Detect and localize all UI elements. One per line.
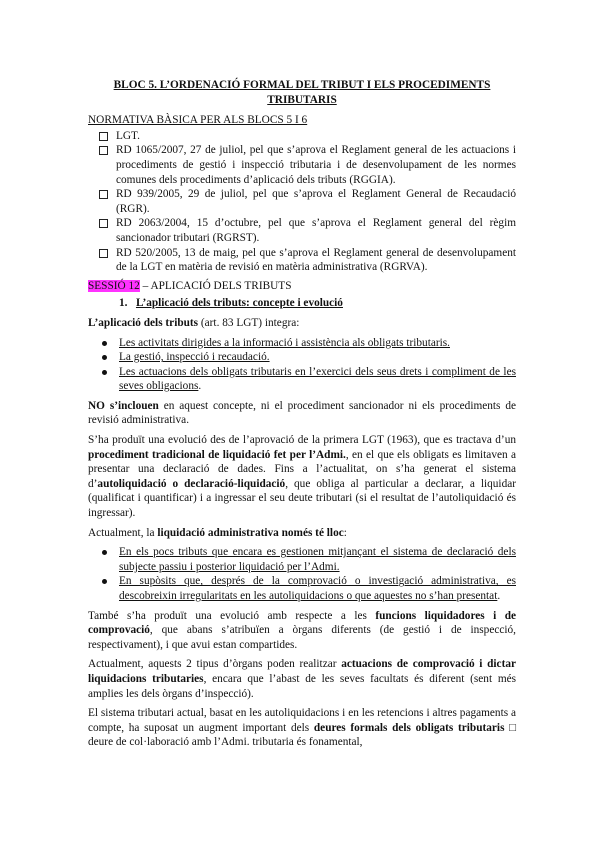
list-item-text: En supòsits que, després de la comprovació o investigació administrativa, es descobreixin irregularitats en les autoliquidacions o que aquestes no s’han presentat — [119, 575, 516, 602]
paragraph-functions — [88, 609, 516, 653]
bullet-list-activities — [88, 336, 516, 394]
paragraph-organs — [88, 657, 516, 701]
list-item-text: Les actuacions dels obligats tributaris en l’exercici dels seus drets i compliment de les seves obligacions — [119, 365, 516, 393]
normativa-list — [88, 129, 516, 275]
paragraph-current — [88, 526, 516, 541]
paragraph-system — [88, 706, 516, 750]
paragraph-text: , que obliga al particular a declarar, a liquidar (qualificat i quantificar) i a ingressar el seu deute tributari (si el resultat de l’autoliquidació és ingressar). — [88, 477, 516, 520]
paragraph-text: (art. 83 LGT) integra: — [198, 316, 300, 329]
list-item-text: Les activitats dirigides a la informació i assistència als obligats tributaris. — [119, 336, 450, 349]
list-item: RD 939/2005, 29 de juliol, pel que s’aprova el Reglament General de Recaudació (RGR). — [88, 187, 516, 216]
bold-term: autoliquidació o declaració-liquidació — [97, 477, 286, 490]
list-item: RD 520/2005, 13 de maig, pel que s’aprova el Reglament general de desenvolupament de la LGT en matèria de revisió en matèria administrativa (RGRVA). — [88, 246, 516, 275]
bold-term: L’aplicació dels tributs — [88, 316, 199, 329]
list-item-text: En els pocs tributs que encara es gestionen mitjançant el sistema de declaració dels subjecte passiu i posterior liquidació per l’Admi. — [119, 546, 516, 573]
paragraph-text: , encara que l’abast de les seves facultats és diferent (sent més amplies les dels òrgans d’inspecció). — [88, 672, 517, 700]
session-heading — [88, 279, 516, 294]
list-item: RD 2063/2004, 15 d’octubre, pel que s’aprova el Reglament general del règim sancionador tributari (RGRST). — [88, 216, 516, 245]
paragraph-exclusions — [88, 399, 516, 428]
section-number: 1. — [119, 297, 128, 310]
bold-term: liquidació administrativa només té lloc — [157, 526, 344, 539]
paragraph-text: , que abans s’atribuïen a òrgans diferents (de gestió i de inspecció, respectivament), i que avui estan compartides. — [88, 624, 516, 651]
paragraph-text: També s’ha produït una evolució amb respecte a les — [88, 609, 376, 622]
paragraph-text: Actualment, la — [88, 526, 158, 539]
bullet-list-cases — [88, 545, 516, 603]
page-title: BLOC 5. L’ORDENACIÓ FORMAL DEL TRIBUT I ELS PROCEDIMENTS TRIBUTARIS — [113, 79, 491, 106]
section-title: L’aplicació dels tributs: concepte i evolució — [135, 297, 343, 310]
bold-term: funcions liquidadores i de comprovació — [88, 609, 517, 637]
section-heading — [88, 296, 516, 311]
document-body — [88, 78, 516, 755]
bold-term: procediment tradicional de liquidació fet per l’Admi. — [88, 448, 346, 461]
list-item-end: . — [497, 590, 501, 602]
list-item — [88, 365, 516, 394]
list-item — [88, 545, 516, 574]
paragraph-intro — [88, 316, 516, 331]
list-item: LGT. — [88, 129, 516, 144]
list-item — [88, 336, 516, 351]
paragraph-text: □ deure de col·laboració amb l’Admi. tributaria és fonamental, — [88, 721, 516, 749]
bold-term: actuacions de comprovació i dictar liquidacions tributaries — [88, 658, 516, 685]
bold-term: NO s’inclouen — [88, 399, 159, 412]
list-item: RD 1065/2007, 27 de juliol, pel que s’aprova el Reglament general de les actuacions i procediments de gestió i inspecció tributaria i de desenvolupament de les normes comunes dels procediments d’aplicació dels tributs (RGGIA). — [88, 143, 516, 187]
bold-term: deures formals dels obligats tributaris — [313, 721, 505, 734]
paragraph-text: El sistema tributari actual, basat en les autoliquidacions i en les retencions i altres pagaments a compte, ha suposat un augment important dels — [88, 707, 516, 734]
paragraph-text: S’ha produït una evolució des de l’aprovació de la primera LGT (1963), que es tractava d’un — [88, 434, 516, 447]
session-label: SESSIÓ 12 — [88, 279, 140, 292]
normativa-heading: NORMATIVA BÀSICA PER ALS BLOCS 5 I 6 — [88, 114, 308, 127]
list-item-end: . — [198, 380, 202, 393]
paragraph-evolution — [88, 433, 516, 521]
list-item — [88, 350, 516, 365]
paragraph-text: , en el que els obligats es limitaven a presentar una declaració de dades. Fins a l’actualitat, on s’ha generat el sistema d’ — [88, 448, 516, 490]
list-item — [88, 574, 516, 603]
session-title: – APLICACIÓ DELS TRIBUTS — [139, 279, 292, 292]
paragraph-text: : — [343, 526, 347, 539]
paragraph-text: en aquest concepte, ni el procediment sancionador ni els procediments de revisió administrativa. — [88, 399, 516, 427]
list-item-text: La gestió, inspecció i recaudació. — [119, 351, 270, 364]
paragraph-text: Actualment, aquests 2 tipus d’òrgans poden realitzar — [88, 658, 342, 671]
